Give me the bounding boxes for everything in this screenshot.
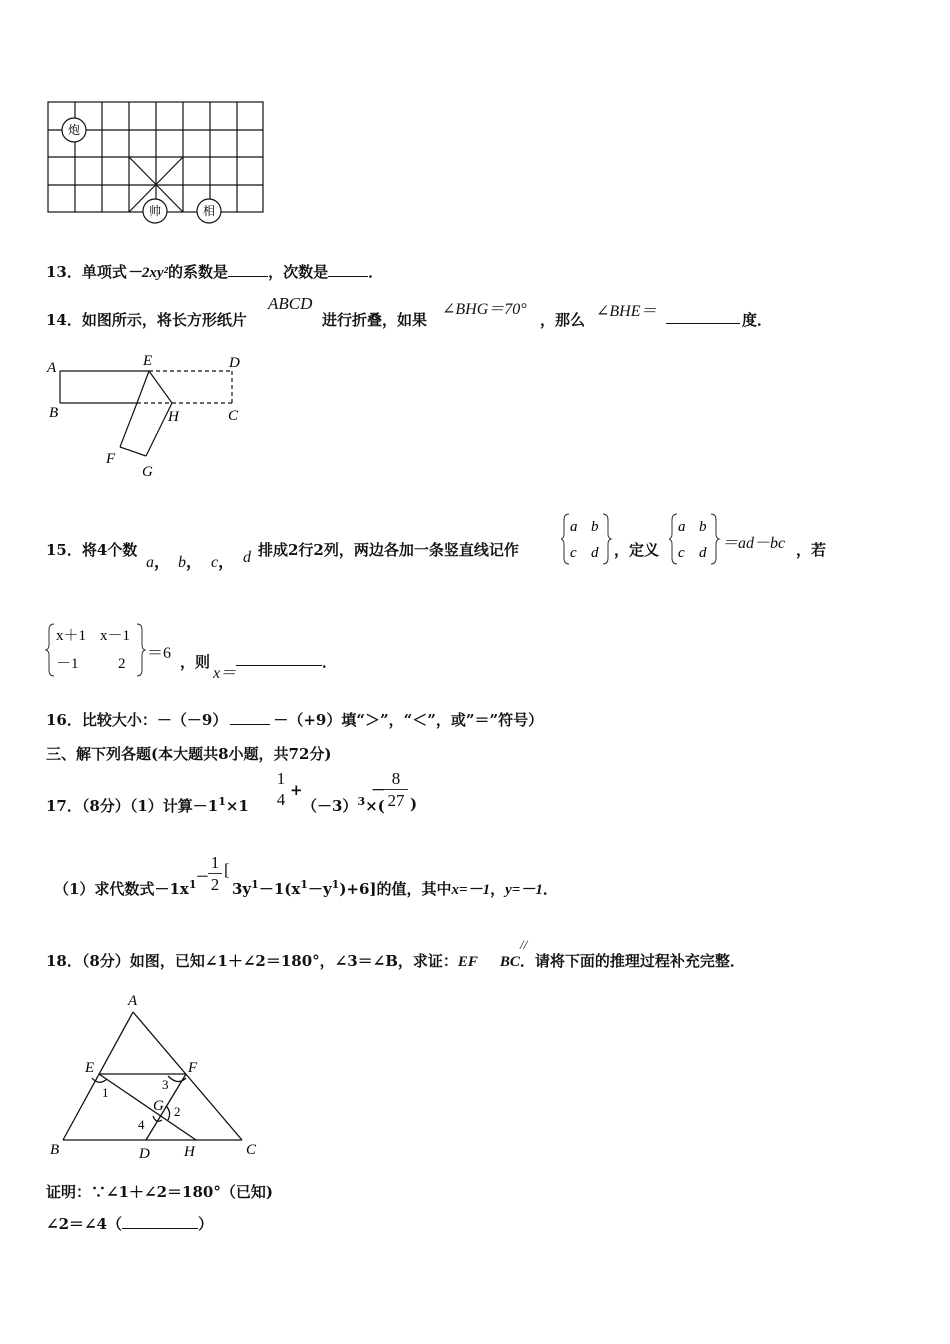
question-17: 17．（8分）（1）计算$-1^1\times 1$ bbox=[46, 795, 249, 815]
chess-board-figure bbox=[44, 99, 268, 227]
q17-part-1: （1）求代数式$-1x^1$ bbox=[54, 878, 197, 898]
piece-xiang: 相 bbox=[202, 204, 216, 218]
answer-blank[interactable] bbox=[328, 262, 368, 277]
fig14-label-G: G bbox=[142, 464, 153, 480]
fig18-label-B: B bbox=[50, 1142, 60, 1158]
q17-part-1-rest: $3y^1-1(x^1-y^1)+6$]的值，其中x=－1，y=－1． bbox=[232, 878, 558, 898]
frac-1-2: 1 2 bbox=[208, 852, 222, 895]
var-a: a， bbox=[146, 554, 171, 571]
q17-bracket: [ bbox=[224, 860, 230, 879]
q15-then: ，则 bbox=[180, 653, 211, 671]
triangle-figure bbox=[44, 990, 268, 1162]
given-r2c1: －1 bbox=[56, 656, 79, 672]
q17-close: ) bbox=[410, 795, 418, 813]
notation-a: a bbox=[570, 519, 578, 535]
q17-minus2: － bbox=[196, 870, 210, 885]
definition-a: a bbox=[678, 519, 686, 535]
q14-end: 度． bbox=[742, 311, 773, 329]
section-3-heading: 三、解下列各题(本大题共8小题，共72分) bbox=[46, 745, 332, 763]
fig18-label-1: 1 bbox=[102, 1085, 109, 1100]
q15-x-eq: x＝ bbox=[213, 665, 237, 682]
notation-b: b bbox=[591, 519, 599, 535]
question-18: 18．（8分）如图，已知∠1＋∠2＝180°，∠3＝∠B，求证：EF BC．请将下面的推理过程补充完整． bbox=[46, 952, 745, 970]
q15-text4: ，若 bbox=[796, 541, 827, 559]
frac-8-27: 8 27 bbox=[384, 768, 408, 811]
var-d: d bbox=[243, 549, 251, 566]
definition-d: d bbox=[699, 545, 707, 561]
answer-blank[interactable] bbox=[122, 1214, 198, 1229]
fig18-label-C: C bbox=[246, 1142, 257, 1158]
given-r2c2: 2 bbox=[118, 656, 126, 672]
q14-ask: ∠BHE＝ bbox=[596, 303, 657, 320]
fig18-label-D: D bbox=[139, 1146, 150, 1162]
q15-blank[interactable] bbox=[236, 651, 322, 670]
q14-blank[interactable] bbox=[666, 309, 740, 328]
q17-part2: $(-3)^3\times$( bbox=[302, 795, 385, 815]
fig18-label-G: G bbox=[153, 1098, 164, 1114]
question-13: 13．单项式－2xy²的系数是 ，次数是 ． bbox=[46, 263, 384, 281]
frac-1-4: 1 4 bbox=[276, 769, 286, 809]
given-r1c2: x－1 bbox=[100, 628, 131, 644]
fold-rectangle-figure bbox=[44, 350, 254, 482]
given-r1c1: x＋1 bbox=[56, 628, 87, 644]
fig18-label-3: 3 bbox=[162, 1077, 169, 1092]
definition-c: c bbox=[678, 545, 685, 561]
fig18-label-F: F bbox=[188, 1060, 198, 1076]
fig18-label-2: 2 bbox=[174, 1104, 181, 1119]
abcd-label: ABCD bbox=[268, 294, 313, 313]
q17-plus: + bbox=[290, 781, 303, 799]
question-15-num: 15．将4个数 bbox=[46, 541, 138, 559]
fig14-label-E: E bbox=[143, 353, 153, 369]
fig14-label-B: B bbox=[49, 405, 59, 421]
q15-eq6: ＝6 bbox=[147, 645, 172, 662]
fig18-label-4: 4 bbox=[138, 1117, 145, 1132]
q15-text2: 排成2行2列，两边各加一条竖直线记作 bbox=[258, 541, 519, 559]
q15-end: ． bbox=[322, 653, 338, 671]
q15-definition: ＝ad－bc bbox=[722, 535, 786, 552]
question-16: 16．比较大小：－（－9） －（+9）填“＞”，“＜”，或”＝”符号） bbox=[46, 711, 544, 729]
fig18-label-H: H bbox=[184, 1144, 195, 1160]
given-matrix bbox=[45, 620, 147, 680]
notation-d: d bbox=[591, 545, 599, 561]
q14-text3: ，那么 bbox=[540, 311, 586, 329]
var-c: c， bbox=[211, 554, 235, 571]
answer-blank[interactable] bbox=[230, 710, 270, 725]
piece-pao: 炮 bbox=[67, 123, 81, 137]
q17-minus: － bbox=[371, 781, 387, 799]
proof-line-1: 证明：∵∠1＋∠2＝180°（已知) bbox=[46, 1183, 273, 1201]
proof-line-2: ∠2＝∠4（ ） bbox=[46, 1215, 214, 1233]
definition-b: b bbox=[699, 519, 707, 535]
fig14-label-F: F bbox=[106, 451, 116, 467]
q14-given: ∠BHG＝70° bbox=[442, 301, 527, 318]
piece-shuai: 帅 bbox=[148, 204, 162, 218]
notation-c: c bbox=[570, 545, 577, 561]
question-14-num: 14．如图所示，将长方形纸片 bbox=[46, 311, 247, 329]
fig18-label-A: A bbox=[128, 993, 138, 1009]
fig14-label-A: A bbox=[47, 360, 57, 376]
fig14-label-D: D bbox=[229, 355, 240, 371]
answer-blank[interactable] bbox=[228, 262, 268, 277]
var-b: b， bbox=[178, 554, 203, 571]
q14-text2: 进行折叠，如果 bbox=[322, 311, 428, 329]
definition-matrix bbox=[669, 510, 721, 568]
q15-text3: ，定义 bbox=[614, 541, 660, 559]
fig14-label-H: H bbox=[168, 409, 179, 425]
fig14-label-C: C bbox=[228, 408, 239, 424]
parallel-symbol: // bbox=[520, 937, 528, 952]
notation-matrix bbox=[561, 510, 613, 568]
fig18-label-E: E bbox=[85, 1060, 95, 1076]
